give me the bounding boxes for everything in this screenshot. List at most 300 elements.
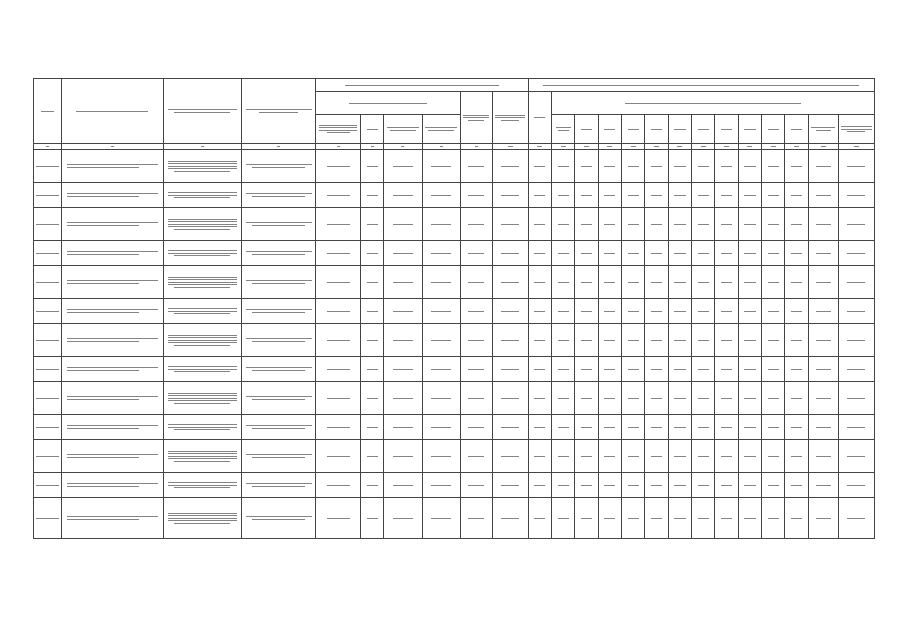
table-cell (808, 241, 838, 266)
table-cell (163, 357, 242, 382)
table-cell (622, 183, 645, 208)
table-cell (622, 241, 645, 266)
table-cell (61, 266, 163, 299)
table-cell (422, 440, 460, 473)
header-cell (692, 115, 715, 144)
table-cell (762, 208, 785, 241)
table-cell (738, 324, 761, 357)
table-cell (552, 324, 575, 357)
header-cell (163, 79, 242, 144)
table-cell (692, 299, 715, 324)
table-cell (785, 498, 808, 539)
table-cell (598, 324, 621, 357)
table-cell (552, 183, 575, 208)
table-cell (360, 498, 383, 539)
table-cell (528, 498, 551, 539)
table-cell (242, 183, 316, 208)
table-cell (762, 357, 785, 382)
table-cell (242, 357, 316, 382)
table-cell (808, 150, 838, 183)
table-cell (738, 266, 761, 299)
table-row (34, 183, 875, 208)
table-cell (575, 498, 598, 539)
table-cell (552, 299, 575, 324)
table-cell (785, 357, 808, 382)
table-cell (422, 299, 460, 324)
table-cell (785, 324, 808, 357)
header-group-2 (528, 79, 874, 92)
table-cell (668, 498, 691, 539)
table-cell (668, 324, 691, 357)
table-cell (360, 266, 383, 299)
table-cell (422, 324, 460, 357)
table-cell (738, 382, 761, 415)
table-cell (34, 357, 62, 382)
table-cell (316, 150, 361, 183)
table-cell (785, 183, 808, 208)
table-cell (692, 324, 715, 357)
table-cell (316, 473, 361, 498)
table-cell (460, 241, 492, 266)
table-cell (598, 183, 621, 208)
investment-table (33, 78, 875, 539)
table-cell (692, 415, 715, 440)
table-cell (422, 183, 460, 208)
table-cell (163, 150, 242, 183)
table-cell (528, 324, 551, 357)
table-cell (645, 208, 668, 241)
table-cell (384, 266, 422, 299)
table-cell (528, 357, 551, 382)
table-cell (762, 440, 785, 473)
table-cell (552, 415, 575, 440)
table-cell (808, 473, 838, 498)
table-cell (460, 266, 492, 299)
table-cell (762, 498, 785, 539)
table-cell (715, 382, 738, 415)
table-cell (552, 150, 575, 183)
table-cell (61, 183, 163, 208)
table-cell (61, 357, 163, 382)
table-cell (316, 415, 361, 440)
table-cell (61, 241, 163, 266)
table-cell (163, 299, 242, 324)
table-cell (668, 382, 691, 415)
table-cell (838, 183, 874, 208)
table-cell (645, 241, 668, 266)
table-cell (460, 324, 492, 357)
table-cell (492, 357, 528, 382)
table-cell (692, 266, 715, 299)
table-cell (492, 183, 528, 208)
table-cell (668, 357, 691, 382)
table-cell (785, 241, 808, 266)
table-cell (622, 382, 645, 415)
table-cell (645, 382, 668, 415)
table-cell (668, 208, 691, 241)
table-cell (622, 150, 645, 183)
table-cell (316, 324, 361, 357)
table-cell (460, 415, 492, 440)
table-cell (242, 440, 316, 473)
table-cell (808, 440, 838, 473)
table-cell (460, 183, 492, 208)
table-cell (528, 266, 551, 299)
table-cell (360, 357, 383, 382)
table-cell (738, 299, 761, 324)
table-cell (360, 183, 383, 208)
table-cell (762, 382, 785, 415)
table-cell (808, 208, 838, 241)
table-cell (762, 324, 785, 357)
table-cell (384, 150, 422, 183)
table-cell (645, 415, 668, 440)
table-cell (34, 382, 62, 415)
table-body (34, 150, 875, 539)
table-cell (528, 183, 551, 208)
header-cell (808, 115, 838, 144)
table-cell (645, 183, 668, 208)
table-cell (715, 498, 738, 539)
table-cell (692, 440, 715, 473)
table-cell (360, 473, 383, 498)
table-cell (715, 440, 738, 473)
table-cell (838, 150, 874, 183)
table-cell (692, 498, 715, 539)
table-cell (552, 241, 575, 266)
table-cell (492, 415, 528, 440)
table-cell (34, 473, 62, 498)
table-cell (316, 440, 361, 473)
header-cell (422, 115, 460, 144)
table-cell (645, 150, 668, 183)
table-cell (715, 473, 738, 498)
table-cell (762, 241, 785, 266)
table-cell (163, 415, 242, 440)
table-cell (738, 498, 761, 539)
table-cell (552, 440, 575, 473)
table-row (34, 357, 875, 382)
table-cell (492, 498, 528, 539)
table-row (34, 241, 875, 266)
table-cell (422, 266, 460, 299)
table-cell (422, 382, 460, 415)
table-cell (242, 208, 316, 241)
header-cell (622, 115, 645, 144)
table-cell (492, 208, 528, 241)
header-cell (738, 115, 761, 144)
table-cell (422, 241, 460, 266)
table-cell (598, 382, 621, 415)
table-cell (575, 473, 598, 498)
table-cell (422, 473, 460, 498)
table-cell (163, 208, 242, 241)
table-cell (163, 183, 242, 208)
table-cell (360, 299, 383, 324)
table-cell (422, 357, 460, 382)
table-cell (460, 440, 492, 473)
table-cell (552, 498, 575, 539)
table-cell (715, 241, 738, 266)
header-cell (242, 79, 316, 144)
table-cell (163, 241, 242, 266)
table-cell (692, 208, 715, 241)
table-cell (785, 208, 808, 241)
table-cell (598, 241, 621, 266)
table-cell (575, 324, 598, 357)
table-cell (61, 382, 163, 415)
table-cell (715, 150, 738, 183)
table-cell (384, 208, 422, 241)
table-cell (61, 150, 163, 183)
table-cell (492, 473, 528, 498)
table-cell (668, 473, 691, 498)
table-cell (622, 324, 645, 357)
table-cell (668, 440, 691, 473)
table-cell (738, 241, 761, 266)
table-cell (575, 241, 598, 266)
table-cell (34, 183, 62, 208)
table-cell (242, 150, 316, 183)
table-cell (528, 473, 551, 498)
table-cell (316, 382, 361, 415)
table-cell (785, 150, 808, 183)
table-cell (838, 241, 874, 266)
table-cell (598, 150, 621, 183)
table-cell (838, 473, 874, 498)
table-cell (598, 266, 621, 299)
table-row (34, 208, 875, 241)
table-cell (715, 299, 738, 324)
header-cell (360, 115, 383, 144)
table-cell (492, 150, 528, 183)
table-cell (575, 382, 598, 415)
table-cell (715, 357, 738, 382)
table-cell (163, 440, 242, 473)
table-cell (598, 415, 621, 440)
table-row (34, 440, 875, 473)
table-cell (460, 498, 492, 539)
table-cell (528, 382, 551, 415)
table-cell (692, 473, 715, 498)
table-cell (838, 324, 874, 357)
table-cell (622, 357, 645, 382)
table-cell (622, 415, 645, 440)
table-cell (575, 266, 598, 299)
table-cell (598, 473, 621, 498)
table-cell (598, 357, 621, 382)
table-cell (460, 299, 492, 324)
table-cell (645, 440, 668, 473)
table-row (34, 415, 875, 440)
header-cell (668, 115, 691, 144)
table-cell (738, 183, 761, 208)
table-cell (838, 208, 874, 241)
header-cell (492, 92, 528, 144)
table-cell (34, 415, 62, 440)
table-cell (692, 357, 715, 382)
header-row-1 (34, 79, 875, 92)
table-cell (762, 473, 785, 498)
table-cell (163, 266, 242, 299)
table-cell (645, 299, 668, 324)
header-cell (598, 115, 621, 144)
table-cell (316, 183, 361, 208)
header-cell (460, 92, 492, 144)
table-cell (668, 183, 691, 208)
table-cell (552, 382, 575, 415)
table-cell (384, 415, 422, 440)
table-cell (360, 415, 383, 440)
table-cell (34, 324, 62, 357)
table-cell (575, 357, 598, 382)
table-cell (384, 498, 422, 539)
table-cell (360, 324, 383, 357)
table-cell (838, 357, 874, 382)
table-cell (384, 324, 422, 357)
table-cell (598, 498, 621, 539)
table-cell (492, 241, 528, 266)
table-cell (692, 150, 715, 183)
table-cell (163, 382, 242, 415)
table-cell (622, 208, 645, 241)
table-cell (384, 357, 422, 382)
header-cell (61, 79, 163, 144)
table-cell (360, 440, 383, 473)
table-cell (645, 498, 668, 539)
header-cell (715, 115, 738, 144)
table-cell (384, 299, 422, 324)
table-cell (692, 382, 715, 415)
header-cell (34, 79, 62, 144)
table-cell (598, 299, 621, 324)
table-cell (785, 440, 808, 473)
table-cell (61, 498, 163, 539)
table-cell (808, 299, 838, 324)
table-cell (34, 299, 62, 324)
table-cell (34, 266, 62, 299)
header-subgroup (552, 92, 875, 115)
table-cell (645, 266, 668, 299)
table-cell (61, 415, 163, 440)
table-cell (242, 498, 316, 539)
table-cell (528, 415, 551, 440)
table-cell (808, 415, 838, 440)
table-cell (360, 241, 383, 266)
table-cell (528, 299, 551, 324)
table-cell (316, 208, 361, 241)
table-cell (316, 498, 361, 539)
table-row (34, 266, 875, 299)
table-cell (808, 357, 838, 382)
table-cell (738, 473, 761, 498)
table-cell (460, 150, 492, 183)
header-cell (575, 115, 598, 144)
table-cell (552, 266, 575, 299)
table-cell (785, 415, 808, 440)
table-cell (422, 208, 460, 241)
table-cell (692, 183, 715, 208)
table-cell (575, 440, 598, 473)
table-cell (738, 415, 761, 440)
table-cell (668, 299, 691, 324)
table-cell (242, 324, 316, 357)
table-cell (575, 415, 598, 440)
table-cell (34, 241, 62, 266)
table-cell (316, 241, 361, 266)
table-cell (785, 299, 808, 324)
table-cell (668, 415, 691, 440)
table-cell (738, 208, 761, 241)
table-cell (715, 324, 738, 357)
table-cell (460, 357, 492, 382)
table-cell (34, 150, 62, 183)
table-cell (422, 150, 460, 183)
table-cell (163, 473, 242, 498)
table-cell (384, 241, 422, 266)
table-cell (808, 266, 838, 299)
table-cell (668, 241, 691, 266)
table-cell (552, 208, 575, 241)
table-cell (622, 440, 645, 473)
header-subgroup (316, 92, 460, 115)
table-cell (360, 382, 383, 415)
table-cell (645, 473, 668, 498)
table-cell (163, 498, 242, 539)
table-cell (492, 324, 528, 357)
table-cell (528, 440, 551, 473)
table-cell (808, 498, 838, 539)
table-cell (460, 382, 492, 415)
table-cell (492, 299, 528, 324)
table-cell (645, 324, 668, 357)
table-cell (163, 324, 242, 357)
table-cell (622, 473, 645, 498)
table-cell (242, 266, 316, 299)
table-cell (738, 150, 761, 183)
table-cell (785, 266, 808, 299)
table-cell (838, 415, 874, 440)
table-cell (575, 183, 598, 208)
table-cell (528, 241, 551, 266)
table-row (34, 299, 875, 324)
table-cell (528, 150, 551, 183)
header-cell (552, 115, 575, 144)
table-cell (460, 208, 492, 241)
table-cell (34, 498, 62, 539)
header-cell (316, 115, 361, 144)
table-cell (715, 266, 738, 299)
table-cell (785, 473, 808, 498)
header-cell (762, 115, 785, 144)
table-cell (808, 324, 838, 357)
table-row (34, 150, 875, 183)
table-cell (838, 299, 874, 324)
table-cell (762, 183, 785, 208)
table-cell (242, 299, 316, 324)
table-cell (622, 498, 645, 539)
table-cell (242, 473, 316, 498)
table-cell (838, 266, 874, 299)
table-cell (622, 266, 645, 299)
table-row (34, 382, 875, 415)
table-cell (598, 208, 621, 241)
table-cell (360, 150, 383, 183)
table-cell (738, 440, 761, 473)
table-cell (552, 357, 575, 382)
table-cell (622, 299, 645, 324)
header-group-1 (316, 79, 528, 92)
